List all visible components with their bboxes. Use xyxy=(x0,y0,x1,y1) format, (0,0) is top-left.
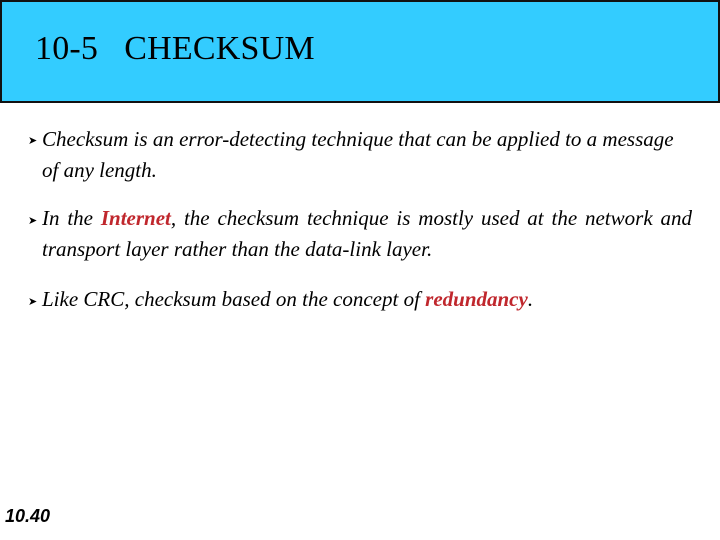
bullet-item-1 xyxy=(42,124,692,186)
slide-number: 10.40 xyxy=(5,506,51,526)
arrowhead-bullet-icon: ➤ xyxy=(28,135,38,147)
bullet-item-2 xyxy=(42,203,692,265)
highlight-redundancy: redundancy xyxy=(425,287,528,311)
slide-title: 10-5 CHECKSUM xyxy=(35,30,315,67)
arrowhead-bullet-icon: ➤ xyxy=(28,215,38,227)
bullet-item-3 xyxy=(42,284,692,315)
title-bar xyxy=(0,0,720,103)
arrowhead-bullet-icon: ➤ xyxy=(28,296,38,308)
highlight-internet: Internet xyxy=(100,206,171,230)
bullet-2-text-b: , the checksum technique is mostly used at the network and transport layer rather than the data-link layer. xyxy=(42,206,692,261)
bullet-3-text-b: . xyxy=(527,287,534,311)
bullet-2-text-a: In the xyxy=(42,206,101,230)
bullet-1-text: Checksum is an error-detecting technique that can be applied to a message of any length. xyxy=(42,127,674,182)
bullet-3-text-a: Like CRC, checksum based on the concept of xyxy=(42,287,426,311)
